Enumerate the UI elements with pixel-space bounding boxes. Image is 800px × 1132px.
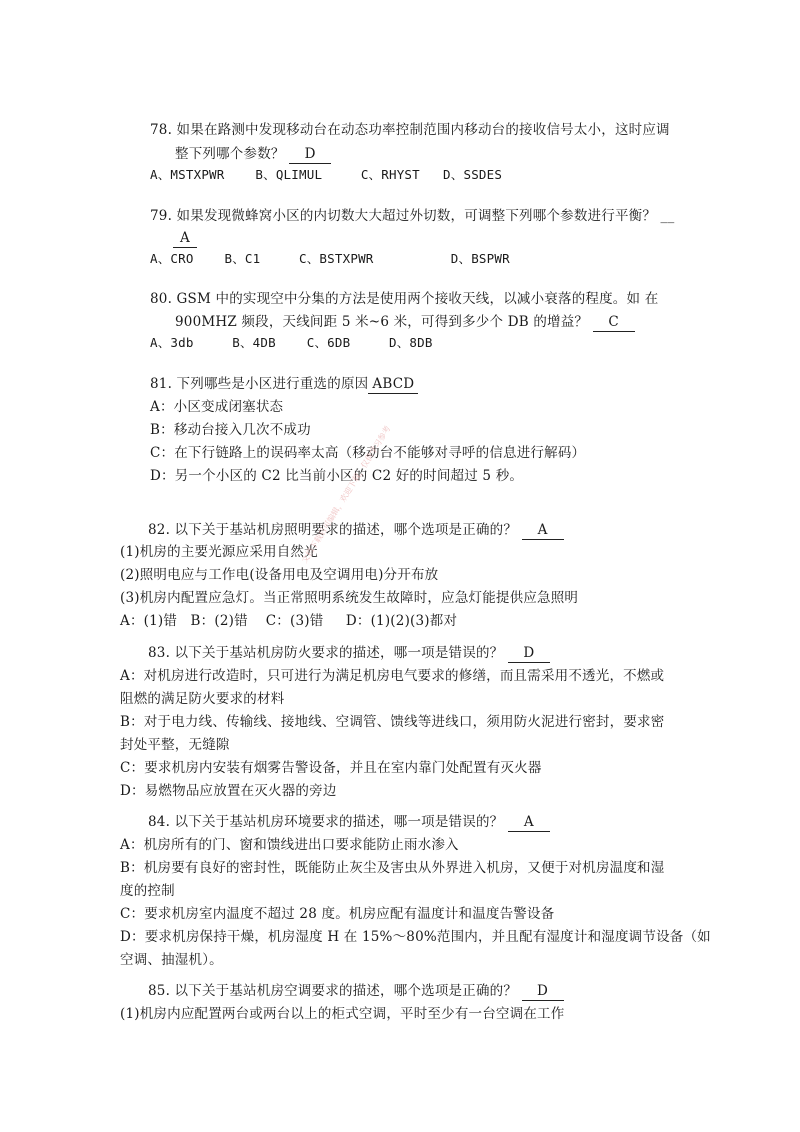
q84-option-b-line2: 度的控制	[120, 883, 175, 899]
q79-answer: A	[173, 229, 197, 248]
q82-item-3: (3)机房内配置应急灯。当正常照明系统发生故障时，应急灯能提供应急照明	[120, 590, 579, 606]
q78-options: A、MSTXPWR B、QLIMUL C、RHYST D、SSDES	[150, 167, 503, 182]
q83-option-b-line2: 封处平整，无缝隙	[120, 737, 230, 753]
q78-stem-line2	[175, 145, 331, 164]
q80-stem-line1: 80. GSM 中的实现空中分集的方法是使用两个接收天线，以减小衰落的程度。如 在	[150, 291, 659, 307]
q84-option-a: A：机房所有的门、窗和馈线进出口要求能防止雨水渗入	[120, 837, 459, 853]
q81-stem	[150, 375, 418, 394]
q83-option-d: D：易燃物品应放置在灭火器的旁边	[120, 783, 337, 799]
q83-stem	[148, 644, 550, 663]
q84-option-d-line2: 空调、抽湿机）。	[120, 952, 223, 968]
q82-item-2: (2)照明电应与工作电(设备用电及空调用电)分开布放	[120, 567, 439, 583]
q78-answer: D	[289, 145, 331, 164]
q85-answer: D	[522, 982, 564, 1001]
q81-option-b: B：移动台接入几次不成功	[150, 422, 311, 438]
q83-option-b-line1: B：对于电力线、传输线、接地线、空调管、馈线等进线口，须用防火泥进行密封，要求密	[120, 714, 665, 730]
q80-options: A、3db B、4DB C、6DB D、8DB	[150, 335, 433, 350]
q83-stem-text: 83. 以下关于基站机房防火要求的描述，哪一项是错误的？	[148, 645, 508, 661]
q80-stem-line2	[175, 313, 635, 332]
q78-stem-line1: 78. 如果在路测中发现移动台在动态功率控制范围内移动台的接收信号太小，这时应调	[150, 122, 670, 138]
q84-stem	[148, 813, 550, 832]
q79-stem-line1: 79. 如果发现微蜂窝小区的内切数大大超过外切数，可调整下列哪个参数进行平衡？ __	[150, 208, 675, 224]
q81-stem-text: 81. 下列哪些是小区进行重选的原因	[150, 376, 369, 392]
q85-stem	[148, 982, 564, 1001]
q82-item-1: (1)机房的主要光源应采用自然光	[120, 544, 318, 560]
q84-stem-text: 84. 以下关于基站机房环境要求的描述，哪一项是错误的？	[148, 814, 508, 830]
q82-stem	[148, 521, 564, 540]
q85-stem-text: 85. 以下关于基站机房空调要求的描述，哪个选项是正确的？	[148, 983, 522, 999]
q83-answer: D	[508, 644, 550, 663]
q82-options: A：(1)错 B：(2)错 C：(3)错 D：(1)(2)(3)都对	[120, 613, 458, 629]
q85-item-1: (1)机房内应配置两台或两台以上的柜式空调，平时至少有一台空调在工作	[120, 1006, 565, 1022]
q81-answer: ABCD	[368, 375, 418, 394]
q81-option-a: A：小区变成闭塞状态	[150, 399, 284, 415]
q81-option-c: C：在下行链路上的误码率太高（移动台不能够对寻呼的信息进行解码）	[150, 445, 586, 461]
q82-answer: A	[522, 521, 564, 540]
q84-option-c: C：要求机房室内温度不超过 28 度。机房应配有温度计和温度告警设备	[120, 906, 555, 922]
q79-options: A、CRO B、C1 C、BSTXPWR D、BSPWR	[150, 251, 510, 266]
q83-option-a-line2: 阻燃的满足防火要求的材料	[120, 691, 285, 707]
q84-option-b-line1: B：机房要有良好的密封性，既能防止灰尘及害虫从外界进入机房，又便于对机房温度和湿	[120, 860, 665, 876]
q80-answer: C	[593, 313, 635, 332]
q83-option-a-line1: A：对机房进行改造时，只可进行为满足机房电气要求的修缮，而且需采用不透光，不燃或	[120, 668, 665, 684]
watermark: 文档下载后可编辑，欢迎下载，仅供学习参考	[300, 424, 393, 565]
q80-stem-line2-text: 900MHZ 频段，天线间距 5 米~6 米，可得到多少个 DB 的增益？	[175, 314, 593, 330]
q83-option-c: C：要求机房内安装有烟雾告警设备，并且在室内靠门处配置有灭火器	[120, 760, 542, 776]
q84-option-d-line1: D：要求机房保持干燥，机房湿度 H 在 15%～80%范围内，并且配有湿度计和湿度调节设备（如	[120, 929, 711, 945]
q81-option-d: D：另一个小区的 C2 比当前小区的 C2 好的时间超过 5 秒。	[150, 468, 524, 484]
q84-answer: A	[508, 813, 550, 832]
q82-stem-text: 82. 以下关于基站机房照明要求的描述，哪个选项是正确的？	[148, 522, 522, 538]
q78-stem-line2-text: 整下列哪个参数？	[175, 146, 290, 162]
q79-stem-line2	[173, 229, 197, 248]
